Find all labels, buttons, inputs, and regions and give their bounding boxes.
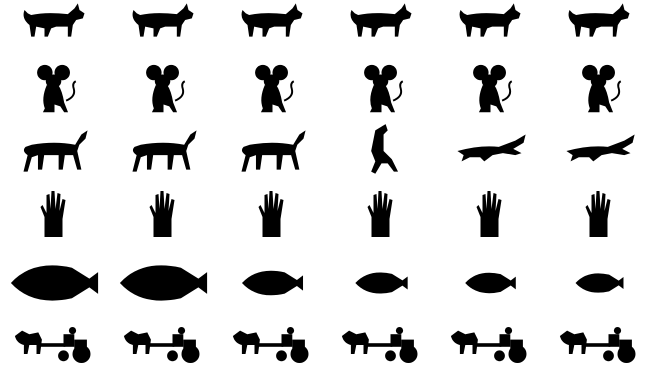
fish-cell xyxy=(436,248,545,318)
dog-silhouette-icon xyxy=(218,0,327,50)
tractor-silhouette-icon xyxy=(218,318,327,372)
horse-silhouette-icon xyxy=(436,120,545,182)
hand-silhouette-icon xyxy=(0,185,109,245)
horse-silhouette-icon xyxy=(0,120,109,182)
mouse-silhouette-icon xyxy=(0,60,109,118)
mouse-cell xyxy=(0,60,109,118)
tractor-silhouette-icon xyxy=(0,318,109,372)
dog-silhouette-icon xyxy=(327,0,436,50)
horse-cell xyxy=(436,120,545,182)
dog-cell xyxy=(218,0,327,50)
horse-cell xyxy=(218,120,327,182)
tractor-cell xyxy=(327,318,436,372)
tractor-silhouette-icon xyxy=(109,318,218,372)
dog-cell xyxy=(327,0,436,50)
horse-cell xyxy=(0,120,109,182)
mouse-cell xyxy=(545,60,654,118)
hand-silhouette-icon xyxy=(109,185,218,245)
mouse-silhouette-icon xyxy=(218,60,327,118)
mouse-silhouette-icon xyxy=(436,60,545,118)
mouse-cell xyxy=(109,60,218,118)
fish-silhouette-icon xyxy=(109,248,218,318)
fish-silhouette-icon xyxy=(327,248,436,318)
tractor-cell xyxy=(0,318,109,372)
fish-cell xyxy=(0,248,109,318)
tractor-silhouette-icon xyxy=(545,318,654,372)
hand-silhouette-icon xyxy=(436,185,545,245)
fish-cell xyxy=(109,248,218,318)
dog-cell xyxy=(436,0,545,50)
hand-cell xyxy=(327,185,436,245)
mouse-cell xyxy=(327,60,436,118)
hand-silhouette-icon xyxy=(218,185,327,245)
hand-silhouette-icon xyxy=(545,185,654,245)
mouse-cell xyxy=(436,60,545,118)
dog-silhouette-icon xyxy=(109,0,218,50)
dog-cell xyxy=(109,0,218,50)
dog-cell xyxy=(545,0,654,50)
tractor-cell xyxy=(109,318,218,372)
hand-cell xyxy=(109,185,218,245)
fish-silhouette-icon xyxy=(436,248,545,318)
hand-cell xyxy=(436,185,545,245)
fish-cell xyxy=(218,248,327,318)
tractor-silhouette-icon xyxy=(436,318,545,372)
dog-silhouette-icon xyxy=(545,0,654,50)
fish-cell xyxy=(327,248,436,318)
horse-silhouette-icon xyxy=(218,120,327,182)
horse-silhouette-icon xyxy=(109,120,218,182)
horse-silhouette-icon xyxy=(545,120,654,182)
tractor-cell xyxy=(545,318,654,372)
mouse-silhouette-icon xyxy=(109,60,218,118)
horse-silhouette-icon xyxy=(327,120,436,182)
dog-cell xyxy=(0,0,109,50)
hand-cell xyxy=(218,185,327,245)
fish-silhouette-icon xyxy=(218,248,327,318)
mouse-silhouette-icon xyxy=(545,60,654,118)
horse-cell xyxy=(327,120,436,182)
dog-silhouette-icon xyxy=(0,0,109,50)
fish-silhouette-icon xyxy=(545,248,654,318)
tractor-cell xyxy=(436,318,545,372)
mouse-cell xyxy=(218,60,327,118)
fish-cell xyxy=(545,248,654,318)
hand-cell xyxy=(545,185,654,245)
fish-silhouette-icon xyxy=(0,248,109,318)
horse-cell xyxy=(109,120,218,182)
mouse-silhouette-icon xyxy=(327,60,436,118)
hand-silhouette-icon xyxy=(327,185,436,245)
dog-silhouette-icon xyxy=(436,0,545,50)
tractor-cell xyxy=(218,318,327,372)
hand-cell xyxy=(0,185,109,245)
tractor-silhouette-icon xyxy=(327,318,436,372)
horse-cell xyxy=(545,120,654,182)
